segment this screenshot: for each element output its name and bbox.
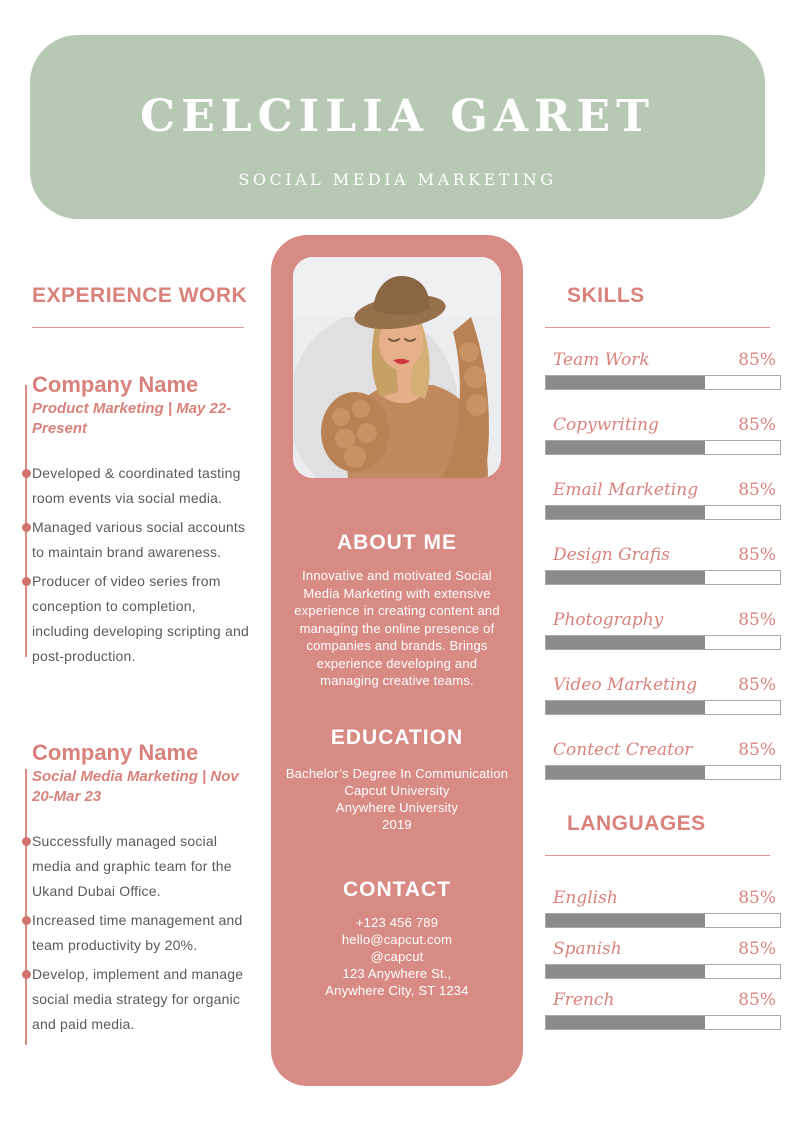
language-label: Spanish [553,939,622,959]
languages-list [545,888,781,1030]
language-bar [545,913,781,928]
contact-lines [271,914,523,999]
education-lines [271,765,523,833]
skill-value: 85% [738,350,776,370]
timeline-line [25,385,27,657]
contact-email: hello@capcut.com [341,931,453,947]
skills-list [545,350,781,780]
person-role-subtitle: SOCIAL MEDIA MARKETING [238,170,557,189]
job-bullet-list [32,829,255,1037]
job-bullet-list [32,461,255,669]
about-title: ABOUT ME [337,531,457,554]
skill-label: Photography [553,610,664,630]
skill-label: Video Marketing [553,675,698,695]
job-bullet: Developed & coordinated tasting room events via social media. [32,461,255,511]
skill-bar-fill [546,701,705,714]
about-text: Innovative and motivated Social Media Marketing with extensive experience in creating content and managing the online presence of companies and brands. Brings experience developing and managing creative teams. [294,568,500,688]
job-bullet: Successfully managed social media and graphic team for the Ukand Dubai Office. [32,829,255,904]
job-bullet: Managed various social accounts to maintain brand awareness. [32,515,255,565]
skill-bar-fill [546,376,705,389]
education-line: 2019 [382,816,412,832]
job-bullet: Increased time management and team productivity by 20%. [32,908,255,958]
contact-title: CONTACT [342,877,452,901]
skill-meter [545,545,781,585]
skill-bar-fill [546,506,705,519]
skills-section [545,285,781,1041]
role-period: Social Media Marketing | Nov 20-Mar 23 [32,768,239,805]
skill-bar [545,700,781,715]
education-title: EDUCATION [330,725,464,749]
language-bar-fill [546,965,705,978]
contact-address-city: Anywhere City, ST 1234 [325,982,469,998]
skill-meter [545,480,781,520]
skill-value: 85% [738,740,776,760]
language-value: 85% [738,990,776,1010]
skill-bar-fill [546,441,705,454]
language-bar-fill [546,914,705,927]
company-name: Company Name [32,740,199,765]
skill-bar [545,570,781,585]
contact-address-street: 123 Anywhere St., [342,965,452,981]
contact-phone: +123 456 789 [355,914,439,930]
skill-value: 85% [738,545,776,565]
skill-bar [545,635,781,650]
language-label: English [553,888,618,908]
profile-column [271,235,523,1086]
skill-bar-fill [546,571,705,584]
skill-label: Email Marketing [553,480,699,500]
skill-bar [545,505,781,520]
skill-value: 85% [738,610,776,630]
contact-handle: @capcut [370,948,424,964]
skill-value: 85% [738,415,776,435]
experience-title: EXPERIENCE WORK [32,284,248,307]
job-bullet: Producer of video series from conception to completion, including developing scripting and post-production. [32,569,255,669]
header-banner [30,35,765,219]
language-bar [545,964,781,979]
skills-title: SKILLS [567,284,645,307]
skill-label: Design Grafis [553,545,670,565]
role-period: Product Marketing | May 22-Present [32,400,232,437]
skill-bar [545,375,781,390]
skill-value: 85% [738,480,776,500]
job-entry-1 [13,373,255,669]
skills-divider [545,327,770,328]
profile-photo [293,257,501,478]
education-line: Bachelor’s Degree In Communication [285,765,509,781]
skill-value: 85% [738,675,776,695]
language-meter [545,939,781,979]
timeline-line [25,769,27,1045]
job-entry-2 [13,741,255,1037]
skill-bar [545,440,781,455]
portrait-illustration [293,257,501,478]
language-bar-fill [546,1016,705,1029]
skill-meter [545,740,781,780]
skill-label: Team Work [553,350,650,370]
skill-meter [545,675,781,715]
languages-divider [545,855,770,856]
experience-section [13,285,255,1041]
job-bullet: Develop, implement and manage social media strategy for organic and paid media. [32,962,255,1037]
education-line: Anywhere University [335,799,459,815]
languages-title: LANGUAGES [567,812,706,835]
language-bar [545,1015,781,1030]
language-value: 85% [738,888,776,908]
company-name: Company Name [32,372,199,397]
skill-meter [545,350,781,390]
skill-label: Copywriting [553,415,659,435]
language-label: French [553,990,615,1010]
education-line: Capcut University [344,782,450,798]
skill-bar-fill [546,636,705,649]
language-meter [545,990,781,1030]
language-value: 85% [738,939,776,959]
experience-divider [32,327,244,328]
person-name: CELCILIA GARET [140,91,655,142]
skill-label: Contect Creator [553,740,693,760]
skill-meter [545,415,781,455]
skill-bar-fill [546,766,705,779]
skill-bar [545,765,781,780]
skill-meter [545,610,781,650]
language-meter [545,888,781,928]
